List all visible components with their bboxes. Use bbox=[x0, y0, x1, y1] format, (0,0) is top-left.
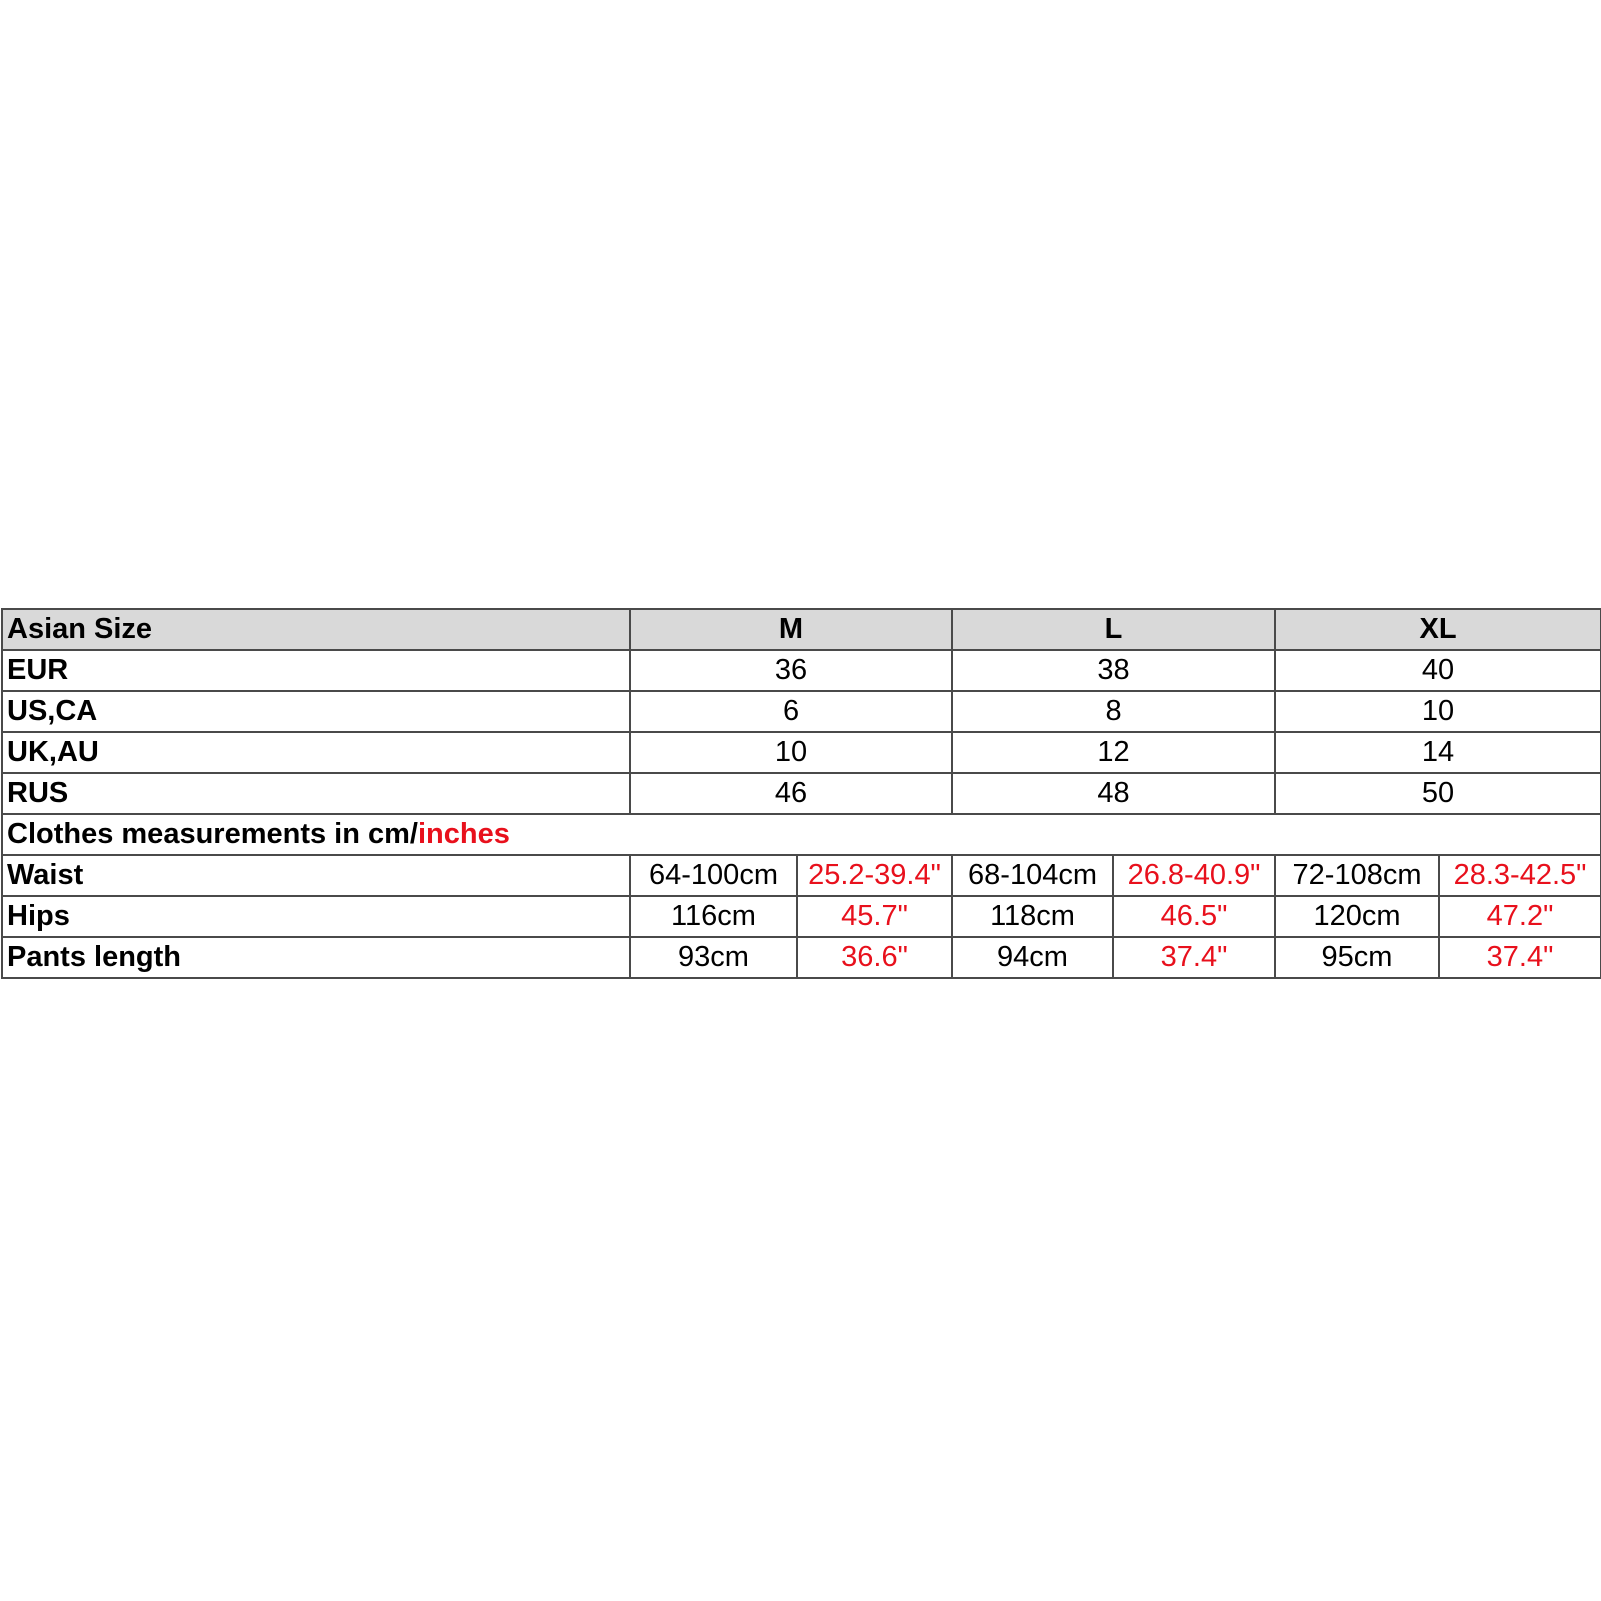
table-cell: 40 bbox=[1275, 650, 1601, 691]
row-label-hips: Hips bbox=[2, 896, 630, 937]
table-cell-cm: 120cm bbox=[1275, 896, 1439, 937]
table-cell-inch: 37.4" bbox=[1439, 937, 1601, 978]
row-label-us-ca: US,CA bbox=[2, 691, 630, 732]
section-row bbox=[2, 814, 1601, 855]
section-heading-suffix: inches bbox=[417, 818, 510, 850]
table-cell-inch: 45.7" bbox=[797, 896, 952, 937]
table-cell: 48 bbox=[952, 773, 1275, 814]
row-label-eur: EUR bbox=[2, 650, 630, 691]
table-cell: 36 bbox=[630, 650, 952, 691]
table-cell-inch: 25.2-39.4" bbox=[797, 855, 952, 896]
table-cell-inch: 26.8-40.9" bbox=[1113, 855, 1275, 896]
table-cell-cm: 95cm bbox=[1275, 937, 1439, 978]
table-cell: 12 bbox=[952, 732, 1275, 773]
size-header-xl: XL bbox=[1275, 609, 1601, 650]
table-row bbox=[2, 732, 1601, 773]
table-cell: 10 bbox=[1275, 691, 1601, 732]
table-cell-cm: 93cm bbox=[630, 937, 797, 978]
table-cell-inch: 46.5" bbox=[1113, 896, 1275, 937]
table-row bbox=[2, 650, 1601, 691]
table-cell: 8 bbox=[952, 691, 1275, 732]
table-row bbox=[2, 691, 1601, 732]
table-cell-cm: 68-104cm bbox=[952, 855, 1113, 896]
row-label-waist: Waist bbox=[2, 855, 630, 896]
table-cell: 14 bbox=[1275, 732, 1601, 773]
section-heading-prefix: Clothes measurements in cm/ bbox=[7, 818, 418, 850]
header-row bbox=[2, 609, 1601, 650]
table-row bbox=[2, 937, 1601, 978]
table-cell-inch: 28.3-42.5" bbox=[1439, 855, 1601, 896]
table-cell: 6 bbox=[630, 691, 952, 732]
row-label-rus: RUS bbox=[2, 773, 630, 814]
table-cell: 38 bbox=[952, 650, 1275, 691]
table-cell: 46 bbox=[630, 773, 952, 814]
size-header-l: L bbox=[952, 609, 1275, 650]
size-chart-table bbox=[1, 608, 1601, 979]
table-cell-cm: 118cm bbox=[952, 896, 1113, 937]
table-cell-cm: 94cm bbox=[952, 937, 1113, 978]
table-cell-cm: 72-108cm bbox=[1275, 855, 1439, 896]
table-cell-inch: 36.6" bbox=[797, 937, 952, 978]
header-label: Asian Size bbox=[2, 609, 630, 650]
table-cell-inch: 37.4" bbox=[1113, 937, 1275, 978]
table-cell-inch: 47.2" bbox=[1439, 896, 1601, 937]
table-cell: 10 bbox=[630, 732, 952, 773]
size-header-m: M bbox=[630, 609, 952, 650]
table-row bbox=[2, 773, 1601, 814]
section-heading bbox=[2, 814, 1601, 855]
row-label-pants-length: Pants length bbox=[2, 937, 630, 978]
table-cell-cm: 64-100cm bbox=[630, 855, 797, 896]
table-cell-cm: 116cm bbox=[630, 896, 797, 937]
table-row bbox=[2, 896, 1601, 937]
row-label-uk-au: UK,AU bbox=[2, 732, 630, 773]
table-cell: 50 bbox=[1275, 773, 1601, 814]
table-row bbox=[2, 855, 1601, 896]
